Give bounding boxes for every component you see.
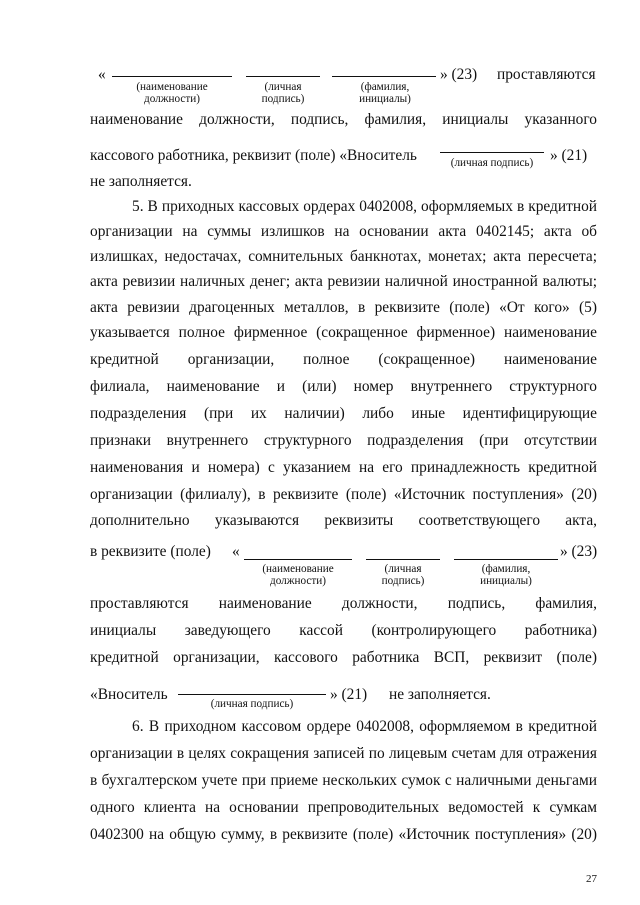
vnositel-underline-1 bbox=[440, 152, 544, 153]
para5b-line: проставляются наименование должности, подпись, фамилия, bbox=[90, 595, 597, 612]
fb3-start: «Вноситель bbox=[90, 686, 168, 703]
label-signature: (личная подпись) bbox=[261, 81, 305, 105]
para5-line: излишках, недостачах, сомнительных банкнотах, монетах; акта пересчета; bbox=[90, 248, 597, 265]
para5-line: признаки внутреннего структурного подразделения (при отсутствии bbox=[90, 432, 597, 449]
fb2-lead: в реквизите (поле) bbox=[90, 543, 211, 560]
para5-line: акта ревизии наличных денег; акта ревизии наличной иностранной валюты; bbox=[90, 273, 597, 290]
open-quote: « bbox=[98, 66, 106, 83]
ref-21-a: » (21) bbox=[550, 147, 588, 164]
para1-line1: наименование должности, подпись, фамилия, инициалы указанного bbox=[90, 111, 597, 128]
fb2-label-signature: (личная подпись) bbox=[381, 563, 425, 587]
fb3-sig-underline bbox=[178, 694, 326, 695]
para6-line: одного клиента на основании препроводительных ведомостей к сумкам bbox=[90, 799, 597, 816]
para5-line: подразделения (при их наличии) либо иные идентифицирующие bbox=[90, 405, 597, 422]
fb2-name-underline bbox=[454, 559, 558, 560]
name-underline bbox=[332, 76, 436, 77]
para5-line: организации (филиалу), в реквизите (поле) «Источник поступления» (20) bbox=[90, 486, 597, 503]
tail-word: проставляются bbox=[497, 66, 596, 83]
label-name: (фамилия, инициалы) bbox=[359, 81, 411, 105]
para5-line: кредитной организации, полное (сокращенное) наименование bbox=[90, 351, 597, 368]
fb2-signature-underline bbox=[366, 559, 440, 560]
para6-line: 6. В приходном кассовом ордере 0402008, оформляемом в кредитной bbox=[132, 718, 597, 735]
para5b-line: кредитной организации, кассового работника ВСП, реквизит (поле) bbox=[90, 649, 597, 666]
para5-line: указывается полное фирменное (сокращенное фирменное) наименование bbox=[90, 324, 597, 341]
para5-line: организации на суммы излишков на основании акта 0402145; акта об bbox=[90, 223, 597, 240]
fb3-tail: не заполняется. bbox=[389, 686, 491, 703]
fb2-open-quote: « bbox=[232, 543, 240, 560]
fb3-ref-21: » (21) bbox=[330, 686, 368, 703]
ref-23: » (23) bbox=[440, 66, 478, 83]
position-underline bbox=[112, 76, 232, 77]
para1-line2-start: кассового работника, реквизит (поле) «Вноситель bbox=[90, 147, 417, 164]
fb2-label-name: (фамилия, инициалы) bbox=[480, 563, 532, 587]
para5-line: акта ревизии драгоценных металлов, в реквизите (поле) «От кого» (5) bbox=[90, 299, 597, 316]
label-position: (наименование должности) bbox=[136, 81, 208, 105]
fb2-label-position: (наименование должности) bbox=[262, 563, 334, 587]
fb2-position-underline bbox=[244, 559, 352, 560]
para5-line: наименования и номера) с указанием на его принадлежность кредитной bbox=[90, 459, 597, 476]
fb2-ref-23: » (23) bbox=[560, 543, 598, 560]
para5-line: дополнительно указываются реквизиты соответствующего акта, bbox=[90, 512, 597, 529]
para6-line: организации в целях сокращения записей по лицевым счетам для отражения bbox=[90, 745, 597, 762]
para6-line: в бухгалтерском учете при приеме нескольких сумок с наличными деньгами bbox=[90, 772, 597, 789]
para5b-line: инициалы заведующего кассой (контролирующего работника) bbox=[90, 622, 597, 639]
para6-line: 0402300 на общую сумму, в реквизите (поле) «Источник поступления» (20) bbox=[90, 826, 597, 843]
page-number: 27 bbox=[586, 873, 597, 885]
para1-line3: не заполняется. bbox=[90, 173, 192, 190]
vnositel-sig-label-1: (личная подпись) bbox=[450, 157, 534, 169]
para5-line: филиала, наименование и (или) номер внутреннего структурного bbox=[90, 378, 597, 395]
para5-line: 5. В приходных кассовых ордерах 0402008, оформляемых в кредитной bbox=[132, 198, 597, 215]
signature-underline bbox=[246, 76, 320, 77]
fb3-sig-label: (личная подпись) bbox=[210, 698, 294, 710]
